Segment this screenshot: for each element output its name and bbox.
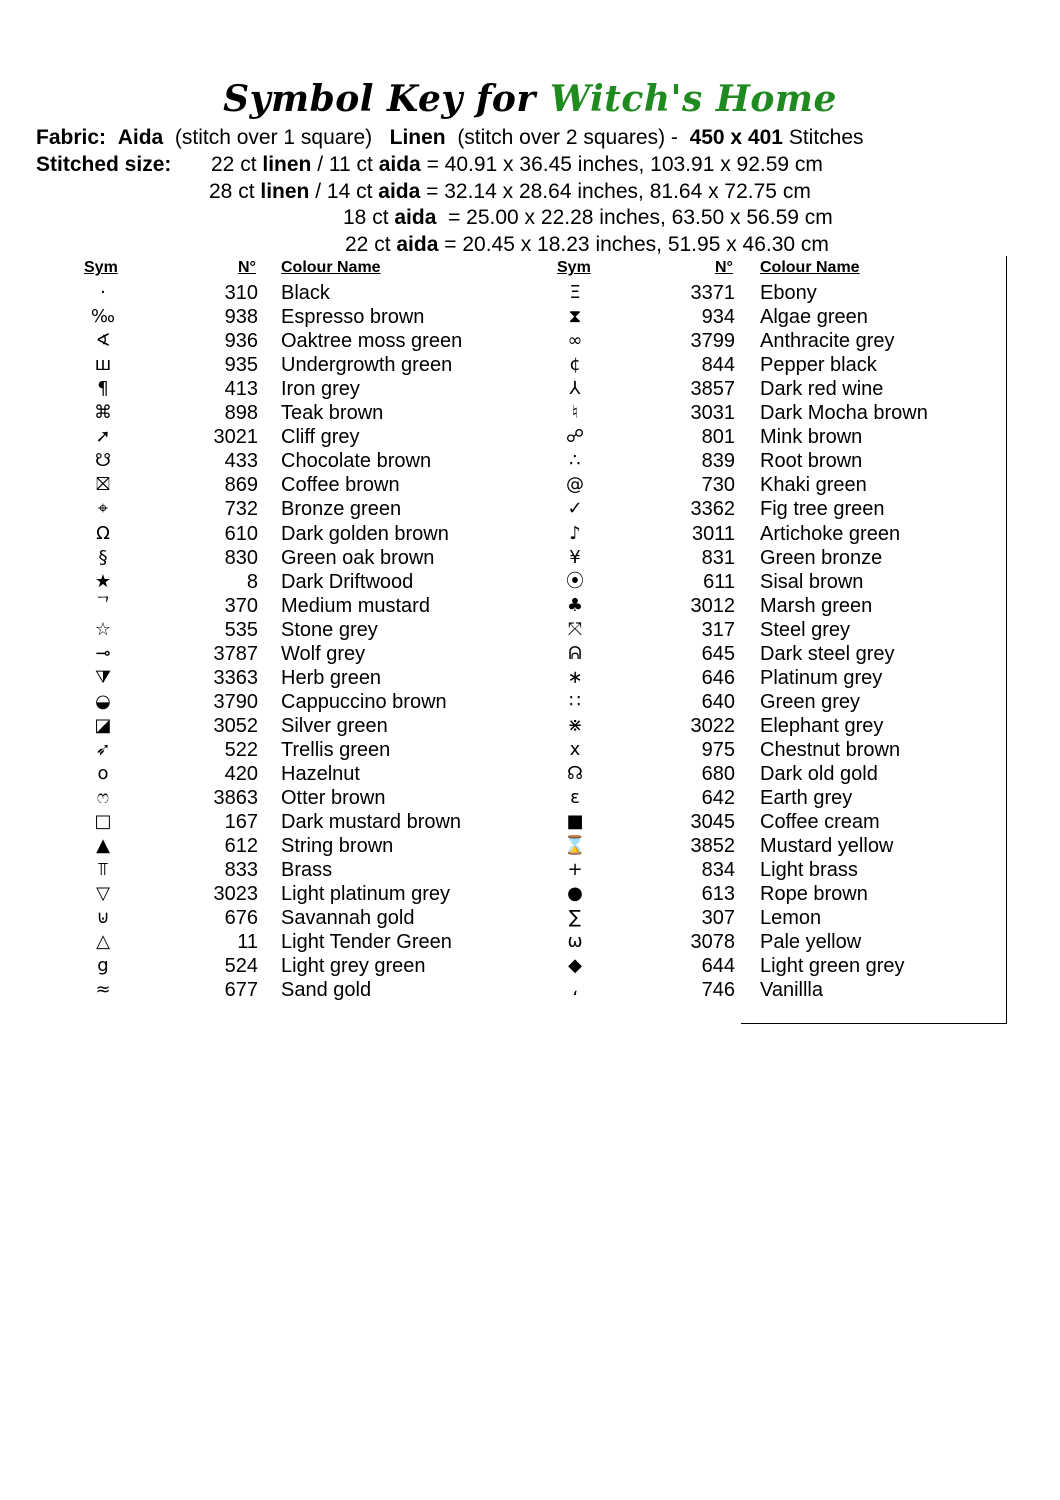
colour-name: Chestnut brown (760, 738, 901, 761)
floss-number: 610 (224, 522, 258, 545)
floss-number: 830 (224, 546, 258, 569)
symbol-glyph: g (97, 955, 109, 977)
floss-number: 413 (224, 378, 258, 401)
symbol-glyph: ‰ (90, 306, 116, 328)
symbol-glyph: ♪ (569, 522, 581, 544)
floss-number: 3790 (213, 690, 258, 713)
colour-name: Light platinum grey (281, 883, 450, 906)
colour-name: Sisal brown (760, 570, 864, 593)
floss-number: 522 (224, 738, 258, 761)
symbol-glyph: ☊ (567, 763, 583, 784)
symbol-glyph: ➶ (95, 738, 111, 760)
floss-number: 310 (224, 282, 258, 304)
symbol-glyph: ☋ (95, 450, 111, 472)
colour-name: Teak brown (281, 402, 384, 425)
floss-number: 307 (701, 907, 735, 930)
symbol-glyph: ◆ (568, 955, 582, 977)
colour-name: Wolf grey (281, 642, 366, 665)
stitch-count: 450 x 401 (689, 126, 783, 149)
symbol-glyph: @ (566, 474, 584, 496)
floss-number: 898 (224, 402, 258, 425)
colour-name: Elephant grey (760, 714, 884, 737)
symbol-glyph: ᕱ (568, 642, 582, 664)
floss-number: 3799 (690, 330, 735, 353)
size-line-1 (36, 152, 171, 178)
colour-name: Pale yellow (760, 931, 862, 954)
symbol-glyph: ⫪ (97, 859, 109, 881)
symbol-glyph: ✓ (567, 498, 583, 520)
symbol-glyph: ¶ (97, 378, 109, 400)
colour-name: Herb green (281, 666, 382, 689)
floss-number: 642 (701, 787, 735, 810)
floss-number: 3078 (690, 931, 735, 954)
symbol-glyph: ▽ (96, 883, 110, 905)
symbol-glyph: ∑ (568, 907, 582, 929)
floss-number: 3863 (213, 787, 258, 810)
colour-name: Light brass (760, 859, 858, 882)
symbol-glyph: ■ (566, 811, 584, 833)
size-row-2: 28 ct linen / 14 ct aida = 32.14 x 28.64 inches, 81.64 x 72.75 cm (209, 180, 811, 203)
col-header-name: Colour Name (281, 259, 381, 276)
symbol-glyph: ⧩ (94, 666, 112, 688)
colour-name: Green bronze (760, 546, 883, 569)
col-header-sym: Sym (84, 259, 118, 276)
colour-name: Savannah gold (281, 907, 415, 930)
colour-name: Dark golden brown (281, 522, 449, 545)
colour-name: Medium mustard (281, 594, 430, 617)
floss-number: 839 (701, 450, 735, 473)
floss-number: 935 (224, 354, 258, 377)
floss-number: 167 (224, 811, 258, 834)
page-title (0, 78, 1060, 120)
fabric-line (36, 125, 864, 151)
colour-name: Fig tree green (760, 498, 885, 521)
symbol-glyph: ⦿ (566, 570, 584, 592)
colour-name: Ebony (760, 282, 817, 304)
floss-number: 3011 (691, 522, 735, 545)
floss-number: 975 (701, 738, 735, 761)
colour-name: Rope brown (760, 883, 868, 906)
symbol-glyph: ☆ (94, 618, 112, 640)
floss-number: 8 (246, 570, 258, 593)
colour-name: Green oak brown (281, 546, 435, 569)
size-row-4: 22 ct aida = 20.45 x 18.23 inches, 51.95 x 46.30 cm (345, 233, 829, 256)
floss-number: 433 (224, 450, 258, 473)
colour-name: Dark steel grey (760, 642, 895, 665)
symbol-glyph: □ (94, 811, 112, 833)
symbol-glyph: ▲ (96, 835, 110, 857)
floss-number: 730 (701, 474, 735, 497)
size-row-1: 22 ct linen / 11 ct aida = 40.91 x 36.45 inches, 103.91 x 92.59 cm (211, 153, 823, 176)
floss-number: 746 (701, 979, 735, 1002)
floss-number: 613 (701, 883, 735, 906)
floss-number: 936 (224, 330, 258, 353)
aida-label: Aida (117, 126, 164, 149)
colour-name: Lemon (760, 907, 822, 930)
symbol-glyph: ¥ (569, 546, 581, 568)
colour-name: Black (281, 282, 330, 304)
size-row-3: 18 ct aida = 25.00 x 22.28 inches, 63.50 x 56.59 cm (343, 206, 833, 229)
floss-number: 801 (701, 426, 735, 449)
colour-name: Hazelnut (281, 763, 360, 785)
symbol-glyph: ⌖ (97, 498, 109, 520)
colour-name: Dark Driftwood (281, 570, 414, 593)
symbol-glyph: ⛝ (96, 474, 110, 496)
colour-name: Oaktree moss green (281, 330, 463, 353)
symbol-glyph: + (567, 859, 583, 881)
floss-number: 869 (224, 474, 258, 497)
floss-number: 732 (224, 498, 258, 521)
floss-number: 3362 (690, 498, 735, 521)
title-text: Symbol Key for (223, 78, 536, 120)
colour-name: Brass (281, 859, 333, 882)
symbol-glyph: ⋇ (567, 714, 583, 736)
symbol-glyph: · (100, 282, 106, 303)
colour-name: Dark Mocha brown (760, 402, 928, 425)
floss-number: 3012 (690, 594, 735, 617)
symbol-glyph: x (569, 738, 581, 760)
colour-name: Iron grey (281, 378, 360, 401)
col-header-num: N° (238, 259, 256, 276)
colour-name: Artichoke green (760, 522, 901, 545)
symbol-glyph: ★ (94, 570, 112, 592)
symbol-glyph: ω (567, 931, 583, 953)
colour-name: Light green grey (760, 955, 905, 978)
stitches-word: Stitches (788, 126, 864, 149)
colour-name: Earth grey (760, 787, 853, 810)
symbol-glyph: ∞ (567, 330, 583, 352)
symbol-glyph: ⊍ (96, 907, 110, 929)
symbol-glyph: ∷ (569, 690, 581, 712)
colour-name: Silver green (281, 714, 388, 737)
colour-name: Anthracite grey (760, 330, 895, 353)
linen-label: Linen (389, 126, 446, 149)
floss-number: 3052 (213, 714, 258, 737)
floss-number: 524 (224, 955, 258, 978)
symbol-glyph: ᄀ (94, 594, 112, 616)
symbol-glyph: ¢ (569, 354, 581, 376)
floss-number: 11 (237, 931, 258, 954)
floss-number: 3022 (690, 714, 735, 737)
floss-number: 640 (701, 690, 735, 713)
floss-number: 370 (224, 594, 258, 617)
floss-number: 420 (224, 763, 258, 785)
colour-name: Root brown (760, 450, 863, 473)
symbol-glyph: ◪ (94, 714, 112, 736)
symbol-glyph: ∗ (567, 666, 583, 688)
colour-name: Stone grey (281, 618, 378, 641)
colour-name: Marsh green (760, 594, 873, 617)
symbol-glyph: ⅄ (569, 378, 581, 400)
floss-number: 3371 (690, 282, 735, 304)
floss-number: 833 (224, 859, 258, 882)
colour-name: Dark mustard brown (281, 811, 462, 834)
floss-number: 677 (224, 979, 258, 1002)
col-header-num-2: N° (715, 259, 733, 276)
colour-name: Otter brown (281, 787, 386, 810)
colour-name: Trellis green (281, 738, 391, 761)
floss-number: 646 (701, 666, 735, 689)
floss-number: 535 (224, 618, 258, 641)
floss-number: 644 (701, 955, 735, 978)
aida-note: (stitch over 1 square) (174, 126, 373, 149)
col-header-name-2: Colour Name (760, 259, 860, 276)
colour-name: Dark red wine (760, 378, 884, 401)
floss-number: 3363 (213, 666, 258, 689)
floss-number: 3045 (690, 811, 735, 834)
colour-name: Cappuccino brown (281, 690, 447, 713)
symbol-glyph: ♣ (566, 594, 584, 616)
floss-number: 3023 (213, 883, 258, 906)
border-bottom (741, 1023, 1007, 1024)
symbol-glyph: ◒ (95, 690, 111, 712)
symbol-glyph: △ (96, 931, 110, 953)
symbol-glyph: ⧗ (568, 306, 582, 328)
symbol-glyph: ∴ (569, 450, 581, 472)
floss-number: 831 (701, 546, 735, 569)
colour-name: Khaki green (760, 474, 867, 497)
colour-name: Light Tender Green (281, 931, 452, 954)
symbol-glyph: ⌘ (94, 402, 112, 424)
symbol-glyph: ш (94, 354, 112, 376)
colour-name: Bronze green (281, 498, 402, 521)
colour-name: Coffee cream (760, 811, 880, 834)
floss-number: 3857 (690, 378, 735, 401)
floss-number: 834 (701, 859, 735, 882)
floss-number: 938 (224, 306, 258, 329)
symbol-glyph: ، (572, 979, 578, 1001)
colour-name: Dark old gold (760, 763, 878, 785)
symbol-glyph: Ω (96, 522, 110, 544)
colour-name: Steel grey (760, 618, 851, 641)
floss-number: 3852 (690, 835, 735, 858)
floss-number: 680 (701, 763, 735, 785)
symbol-glyph: § (98, 546, 108, 568)
colour-name: Pepper black (760, 354, 877, 377)
linen-note: (stitch over 2 squares) - (457, 126, 678, 149)
colour-name: Coffee brown (281, 474, 400, 497)
floss-number: 934 (701, 306, 735, 329)
floss-number: 611 (703, 570, 735, 593)
colour-name: Green grey (760, 690, 861, 713)
symbol-glyph: ⌛ (563, 835, 587, 857)
colour-name: String brown (281, 835, 394, 858)
symbol-glyph: ➚ (95, 426, 111, 448)
border-right (1006, 256, 1007, 1024)
title-pattern-name: Witch's Home (549, 78, 837, 120)
symbol-glyph: ≈ (95, 979, 111, 1001)
colour-name: Espresso brown (281, 306, 425, 329)
colour-name: Undergrowth green (281, 354, 453, 377)
symbol-glyph: ☍ (565, 426, 585, 448)
floss-number: 3021 (213, 426, 258, 449)
symbol-glyph: ε (570, 787, 580, 809)
floss-number: 612 (224, 835, 258, 858)
fabric-label: Fabric: (36, 126, 107, 149)
size-label: Stitched size: (36, 153, 172, 176)
symbol-glyph: Ξ (569, 282, 581, 303)
floss-number: 844 (701, 354, 735, 377)
floss-number: 645 (701, 642, 735, 665)
colour-name: Cliff grey (281, 426, 360, 449)
colour-name: Platinum grey (760, 666, 883, 689)
symbol-glyph: ∢ (95, 330, 111, 352)
floss-number: 676 (224, 907, 258, 930)
symbol-glyph: ♮ (571, 402, 579, 424)
colour-name: Chocolate brown (281, 450, 432, 473)
col-header-sym-2: Sym (557, 259, 591, 276)
colour-name: Mustard yellow (760, 835, 894, 858)
symbol-glyph: ● (567, 883, 583, 905)
symbol-glyph: ෆ (96, 787, 110, 809)
colour-name: Mink brown (760, 426, 863, 449)
floss-number: 317 (701, 618, 735, 641)
floss-number: 3031 (690, 402, 735, 425)
symbol-glyph: ⤧ (567, 618, 583, 640)
colour-name: Algae green (760, 306, 868, 329)
colour-name: Vanillla (760, 979, 823, 1002)
colour-name: Sand gold (281, 979, 372, 1002)
symbol-glyph: o (97, 763, 109, 784)
floss-number: 3787 (213, 642, 258, 665)
symbol-glyph: ⊸ (95, 642, 111, 664)
colour-name: Light grey green (281, 955, 426, 978)
